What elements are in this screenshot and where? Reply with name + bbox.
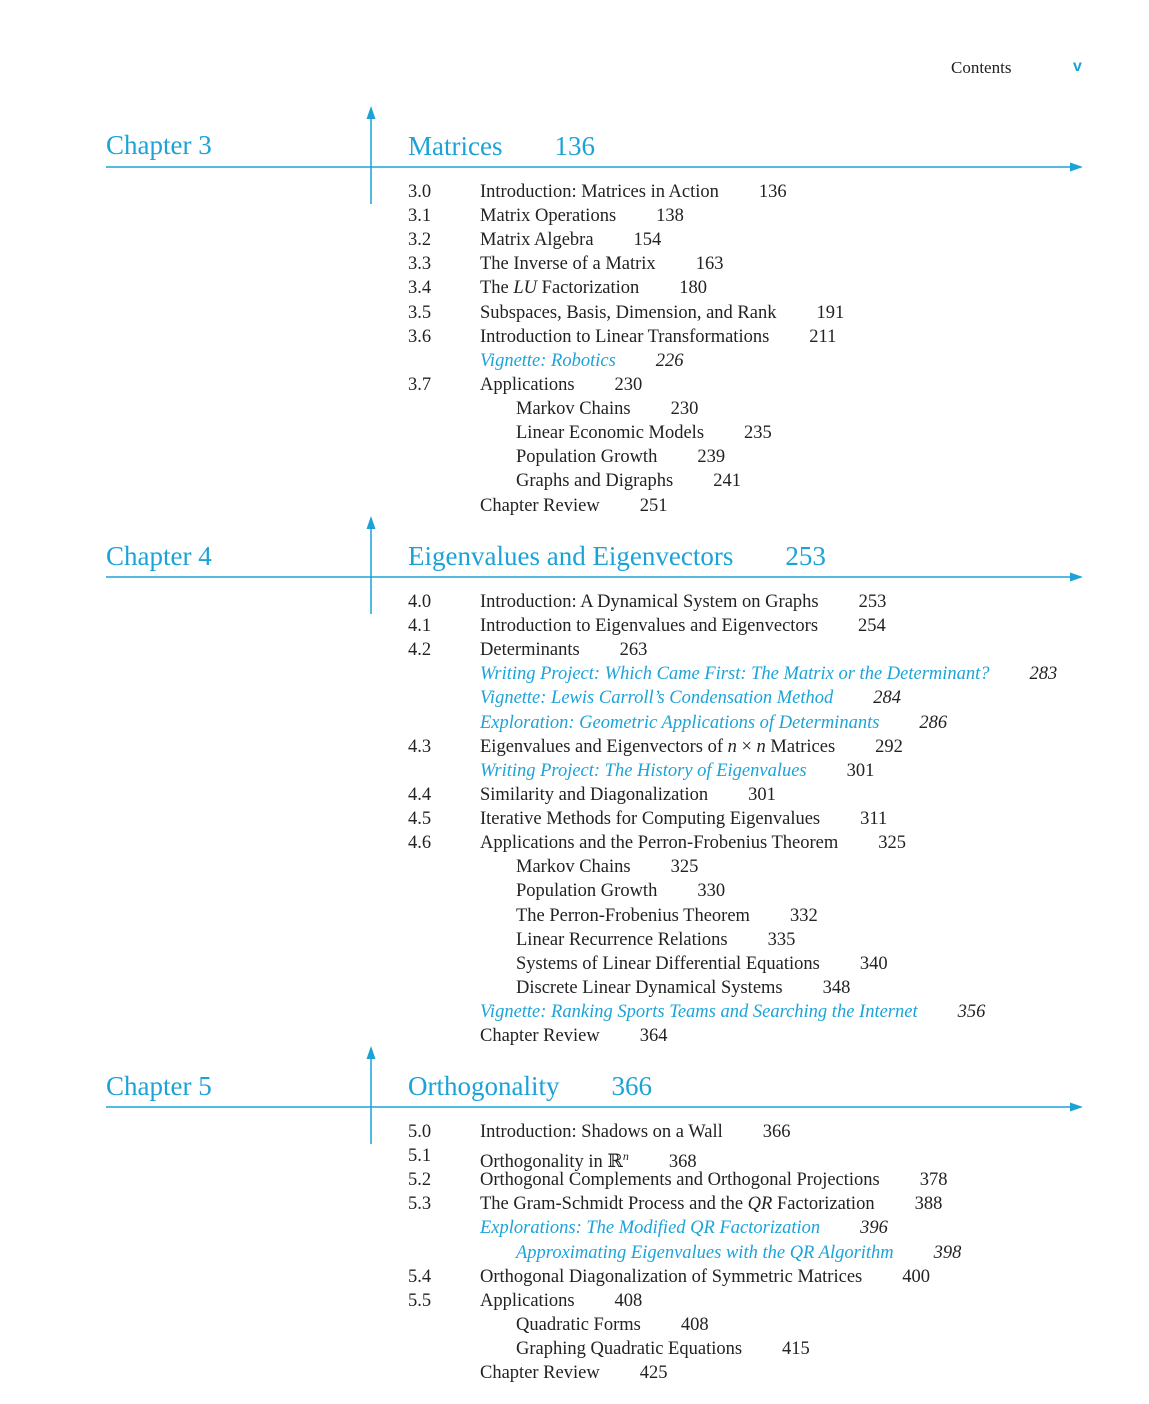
entry-page: 138 — [656, 206, 684, 226]
section-number: 5.5 — [408, 1291, 432, 1311]
section-number: 4.0 — [408, 592, 432, 612]
entry-page: 253 — [858, 592, 887, 612]
entry-title: Matrix Algebra — [480, 230, 594, 250]
entry-page: 254 — [858, 616, 886, 636]
entry-page: 251 — [639, 496, 668, 516]
entry-title: Systems of Linear Differential Equations — [516, 954, 820, 974]
entry-page: 235 — [744, 423, 772, 443]
section-number: 5.4 — [408, 1267, 432, 1287]
section-number: 4.4 — [408, 785, 432, 805]
entry-page: 325 — [670, 857, 699, 877]
section-number: 4.5 — [408, 809, 432, 829]
entry-title: Introduction to Eigenvalues and Eigenvectors — [480, 616, 819, 636]
entry-page: 396 — [860, 1218, 888, 1238]
entry-page: 335 — [767, 930, 796, 950]
entry-page: 398 — [933, 1243, 962, 1263]
entry-page: 241 — [713, 471, 741, 491]
entry-page: 263 — [619, 640, 648, 660]
entry-title: Markov Chains — [516, 399, 631, 419]
section-number: 5.2 — [408, 1170, 432, 1190]
entry-title: Introduction: Shadows on a Wall — [480, 1122, 723, 1142]
section-number: 3.3 — [408, 254, 432, 274]
entry-title: The Gram-Schmidt Process and the QR Factorization — [480, 1194, 875, 1214]
section-number: 5.1 — [408, 1146, 432, 1166]
section-number: 3.1 — [408, 206, 432, 226]
section-number: 3.4 — [408, 278, 432, 298]
entry-title: Applications and the Perron-Frobenius Theorem — [480, 833, 839, 853]
entry-page: 400 — [902, 1267, 930, 1287]
entry-title: Vignette: Lewis Carroll’s Condensation Method — [480, 688, 834, 708]
section-number: 3.2 — [408, 230, 432, 250]
entry-page: 301 — [846, 761, 875, 781]
entry-page: 340 — [859, 954, 888, 974]
entry-title: Approximating Eigenvalues with the QR Algorithm — [516, 1243, 894, 1263]
chapter-5-page: 366 — [611, 1071, 652, 1101]
chapter-4-label: Chapter 4 — [106, 541, 212, 571]
entry-title: Subspaces, Basis, Dimension, and Rank — [480, 303, 777, 323]
entry-title: Applications — [480, 1291, 575, 1311]
entry-title: Exploration: Geometric Applications of Determinants — [480, 713, 880, 733]
entry-title: Eigenvalues and Eigenvectors of n × n Matrices — [480, 737, 836, 757]
entry-title: Population Growth — [516, 881, 658, 901]
entry-title: Linear Economic Models — [516, 423, 705, 443]
running-header — [0, 58, 1149, 82]
entry-page: 226 — [655, 351, 684, 371]
section-number: 3.5 — [408, 303, 432, 323]
entry-title: The Inverse of a Matrix — [480, 254, 656, 274]
entry-title: Quadratic Forms — [516, 1315, 641, 1335]
entry-title: Orthogonality in ℝ$^n$ — [480, 1149, 629, 1173]
chapter-4-title[interactable]: Eigenvalues and Eigenvectors 253 — [408, 541, 826, 571]
entry-title: Orthogonal Complements and Orthogonal Projections — [480, 1170, 880, 1190]
entry-title: Graphs and Digraphs — [516, 471, 674, 491]
entry-page: 332 — [789, 906, 818, 926]
entry-page: 408 — [614, 1291, 643, 1311]
entry-page: 388 — [914, 1194, 943, 1214]
entry-page: 378 — [919, 1170, 948, 1190]
section-number: 3.0 — [408, 182, 432, 202]
entry-title: Chapter Review — [480, 496, 600, 516]
section-number: 4.6 — [408, 833, 432, 853]
entry-page: 284 — [873, 688, 901, 708]
entry-page: 292 — [875, 737, 903, 757]
header-title: Contents — [951, 58, 1012, 77]
section-number: 3.7 — [408, 375, 432, 395]
entry-page: 239 — [697, 447, 726, 467]
entry-page: 425 — [639, 1363, 668, 1383]
entry-page: 311 — [860, 809, 888, 829]
entry-title: The Perron-Frobenius Theorem — [516, 906, 750, 926]
section-number: 3.6 — [408, 327, 432, 347]
entry-page: 330 — [697, 881, 726, 901]
entry-page: 180 — [679, 278, 708, 298]
entry-page: 408 — [680, 1315, 709, 1335]
chapter-5-label: Chapter 5 — [106, 1071, 212, 1101]
header-page-number: v — [1073, 58, 1082, 75]
entry-title: Graphing Quadratic Equations — [516, 1339, 743, 1359]
entry-title: Chapter Review — [480, 1026, 600, 1046]
section-number: 4.2 — [408, 640, 432, 660]
entry-title: Discrete Linear Dynamical Systems — [516, 978, 783, 998]
chapter-3-title[interactable]: Matrices 136 — [408, 131, 595, 161]
entry-title: Linear Recurrence Relations — [516, 930, 728, 950]
chapter-5-title[interactable]: Orthogonality 366 — [408, 1071, 652, 1101]
entry-page: 325 — [878, 833, 907, 853]
entry-title: Population Growth — [516, 447, 658, 467]
entry-page: 286 — [919, 713, 948, 733]
entry-title: Chapter Review — [480, 1363, 600, 1383]
entry-title: Determinants — [480, 640, 580, 660]
entry-page: 366 — [762, 1122, 791, 1142]
entry-page: 283 — [1029, 664, 1058, 684]
entry-title: Explorations: The Modified QR Factorization — [480, 1218, 821, 1238]
entry-title: Similarity and Diagonalization — [480, 785, 709, 805]
entry-title: Matrix Operations — [480, 206, 617, 226]
entry-title: Iterative Methods for Computing Eigenvalues — [480, 809, 821, 829]
entry-title: Introduction: A Dynamical System on Graphs — [480, 592, 819, 612]
entry-title: The LU Factorization — [480, 278, 640, 298]
entry-title: Orthogonal Diagonalization of Symmetric Matrices — [480, 1267, 863, 1287]
entry-title: Writing Project: The History of Eigenvalues — [480, 761, 807, 781]
entry-page: 163 — [695, 254, 724, 274]
section-number: 4.3 — [408, 737, 432, 757]
section-number: 5.3 — [408, 1194, 432, 1214]
entry-page: 154 — [633, 230, 662, 250]
chapter-3-label: Chapter 3 — [106, 130, 212, 160]
chapter-3-page: 136 — [554, 131, 595, 161]
entry-title: Vignette: Ranking Sports Teams and Searching the Internet — [480, 1002, 918, 1022]
entry-title: Markov Chains — [516, 857, 631, 877]
entry-page: 415 — [782, 1339, 810, 1359]
section-number: 5.0 — [408, 1122, 432, 1142]
entry-page: 230 — [670, 399, 699, 419]
entry-page: 364 — [639, 1026, 668, 1046]
entry-page: 368 — [668, 1152, 697, 1173]
entry-title: Introduction: Matrices in Action — [480, 182, 719, 202]
entry-page: 136 — [758, 182, 787, 202]
entry-title: Applications — [480, 375, 575, 395]
entry-title: Writing Project: Which Came First: The Matrix or the Determinant? — [480, 664, 990, 684]
entry-title: Introduction to Linear Transformations — [480, 327, 770, 347]
entry-page: 356 — [957, 1002, 986, 1022]
section-number: 4.1 — [408, 616, 432, 636]
chapter-4-page: 253 — [785, 541, 826, 571]
entry-page: 211 — [809, 327, 837, 347]
entry-page: 230 — [614, 375, 643, 395]
entry-page: 301 — [748, 785, 776, 805]
entry-page: 348 — [822, 978, 851, 998]
entry-page: 191 — [816, 303, 845, 323]
entry-title: Vignette: Robotics — [480, 351, 616, 371]
